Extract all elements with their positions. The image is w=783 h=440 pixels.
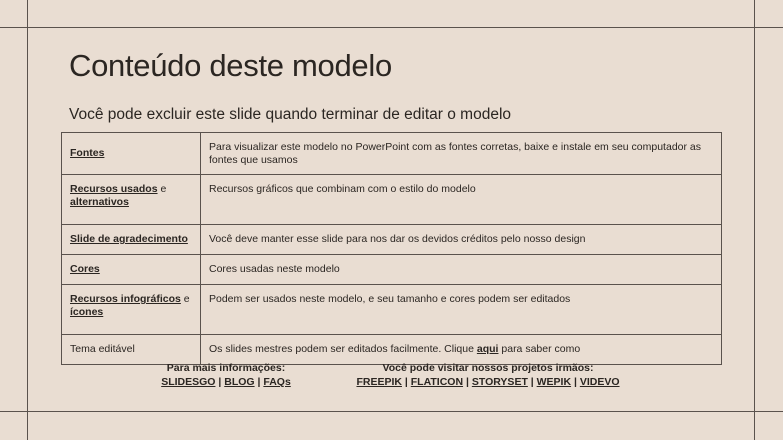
- table-row: [62, 133, 722, 175]
- row-description: [201, 335, 722, 365]
- freepik-link[interactable]: FREEPIK: [356, 376, 402, 388]
- row-description: Podem ser usados neste modelo, e seu tamanho e cores podem ser editados: [201, 285, 722, 335]
- flaticon-link[interactable]: FLATICON: [410, 376, 464, 388]
- description-text: Os slides mestres podem ser editados facilmente. Clique: [209, 343, 477, 355]
- row-label-cell: [62, 285, 201, 335]
- row-label-cell: [62, 225, 201, 255]
- table-row: [62, 335, 722, 365]
- videvo-link[interactable]: VIDEVO: [579, 376, 620, 388]
- table-row: [62, 285, 722, 335]
- description-text: para saber como: [498, 343, 581, 355]
- footer-heading: Você pode visitar nossos projetos irmãos:: [382, 362, 594, 374]
- table-row: [62, 175, 722, 225]
- table-row: [62, 225, 722, 255]
- footer-links: [348, 375, 628, 389]
- table-row: [62, 255, 722, 285]
- separator: |: [215, 376, 225, 388]
- frame-line-left: [27, 0, 28, 440]
- row-description: Para visualizar este modelo no PowerPoint com as fontes corretas, baixe e instale em seu computador as fontes que usamos: [201, 133, 722, 175]
- here-link[interactable]: aqui: [476, 343, 499, 355]
- footer-links: [156, 375, 296, 389]
- footer-sister-projects: [348, 361, 628, 389]
- used-resources-link[interactable]: Recursos usados: [70, 183, 158, 195]
- blog-link[interactable]: BLOG: [224, 376, 255, 388]
- storyset-link[interactable]: STORYSET: [471, 376, 528, 388]
- thanks-slide-link[interactable]: Slide de agradecimento: [70, 233, 188, 245]
- row-description: Cores usadas neste modelo: [201, 255, 722, 285]
- fonts-link[interactable]: Fontes: [70, 147, 105, 159]
- row-description: Você deve manter esse slide para nos dar os devidos créditos pelo nosso design: [201, 225, 722, 255]
- label-join-text: e: [180, 293, 190, 305]
- icons-link[interactable]: ícones: [70, 306, 104, 318]
- slide-title: Conteúdo deste modelo: [69, 48, 392, 83]
- infographic-resources-link[interactable]: Recursos infográficos: [70, 293, 181, 305]
- footer-heading: Para mais informações:: [166, 362, 286, 374]
- alternative-resources-link[interactable]: alternativos: [70, 196, 129, 208]
- row-label-cell: [62, 255, 201, 285]
- content-table: [61, 132, 722, 365]
- frame-line-top: [0, 27, 783, 28]
- separator: |: [254, 376, 264, 388]
- faqs-link[interactable]: FAQs: [263, 376, 291, 388]
- frame-line-bottom: [0, 411, 783, 412]
- separator: |: [463, 376, 472, 388]
- slide-subtitle: Você pode excluir este slide quando terminar de editar o modelo: [69, 106, 512, 123]
- wepik-link[interactable]: WEPIK: [536, 376, 572, 388]
- row-label-cell: [62, 175, 201, 225]
- footer-more-info: [156, 361, 296, 389]
- separator: |: [571, 376, 580, 388]
- row-label-cell: Tema editável: [62, 335, 201, 365]
- slidesgo-link[interactable]: SLIDESGO: [161, 376, 216, 388]
- label-join-text: e: [157, 183, 167, 195]
- separator: |: [401, 376, 411, 388]
- frame-line-right: [754, 0, 755, 440]
- row-label-cell: [62, 133, 201, 175]
- row-description: Recursos gráficos que combinam com o estilo do modelo: [201, 175, 722, 225]
- separator: |: [527, 376, 537, 388]
- colors-link[interactable]: Cores: [70, 263, 100, 275]
